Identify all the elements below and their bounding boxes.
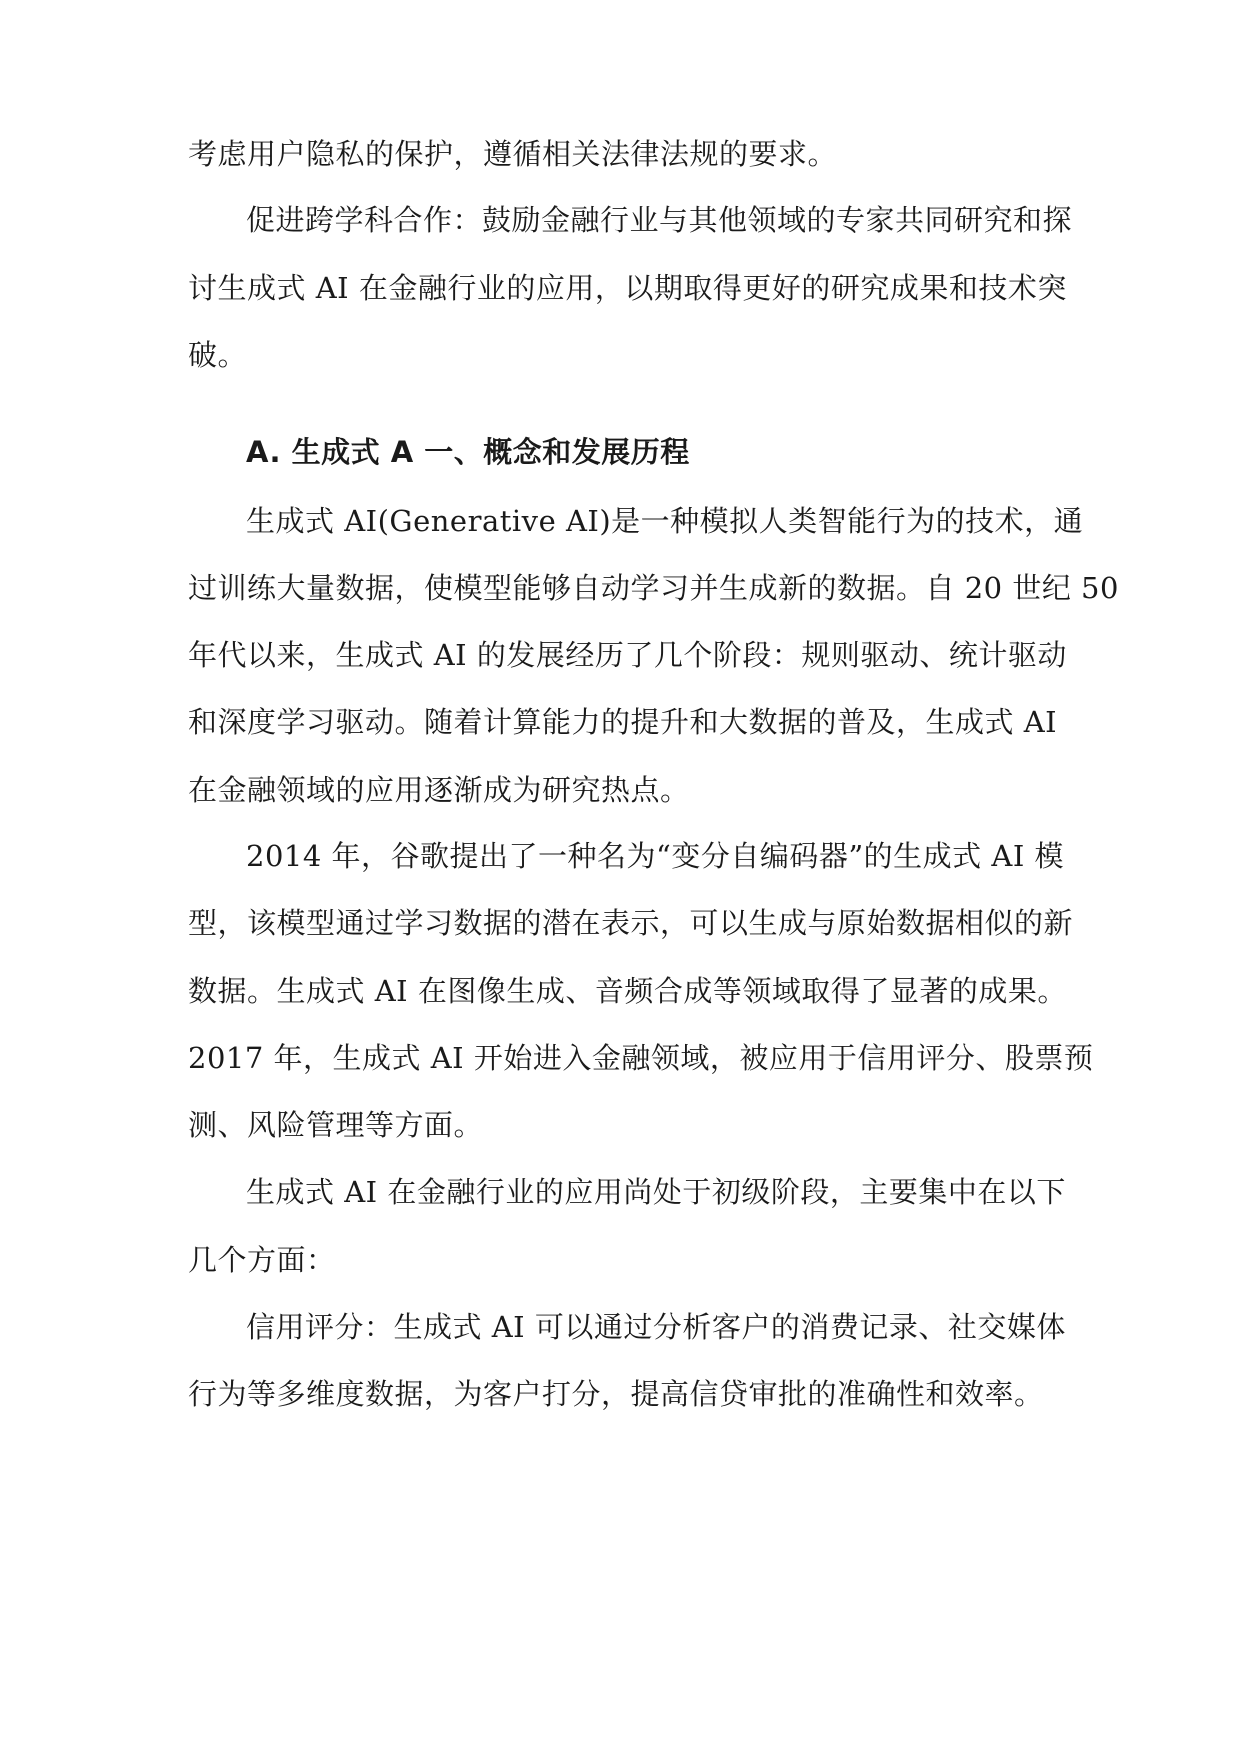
paragraph-line: 型，该模型通过学习数据的潜在表示，可以生成与原始数据相似的新 (188, 906, 1074, 940)
paragraph-line: 几个方面： (188, 1243, 336, 1277)
paragraph-line: 数据。生成式 AI 在图像生成、音频合成等领域取得了显著的成果。 (188, 974, 1067, 1008)
paragraph-line: 测、风险管理等方面。 (188, 1108, 484, 1142)
paragraph-line: 生成式 AI 在金融行业的应用尚处于初级阶段，主要集中在以下 (246, 1175, 1066, 1209)
paragraph-line: 2014 年，谷歌提出了一种名为“变分自编码器”的生成式 AI 模 (246, 839, 1065, 873)
paragraph-line: 行为等多维度数据，为客户打分，提高信贷审批的准确性和效率。 (188, 1377, 1044, 1411)
paragraph-line: 促进跨学科合作：鼓励金融行业与其他领域的专家共同研究和探 (246, 203, 1073, 237)
paragraph-line: 破。 (188, 338, 248, 372)
section-heading: A. 生成式 A 一、概念和发展历程 (246, 435, 690, 469)
paragraph-line: 和深度学习驱动。随着计算能力的提升和大数据的普及，生成式 AI (188, 705, 1058, 739)
paragraph-line: 生成式 AI(Generative AI)是一种模拟人类智能行为的技术，通 (246, 504, 1084, 538)
paragraph-line: 信用评分：生成式 AI 可以通过分析客户的消费记录、社交媒体 (246, 1310, 1066, 1344)
paragraph-line: 在金融领域的应用逐渐成为研究热点。 (188, 773, 690, 807)
paragraph-line: 过训练大量数据，使模型能够自动学习并生成新的数据。自 20 世纪 50 (188, 571, 1119, 605)
paragraph-line: 2017 年，生成式 AI 开始进入金融领域，被应用于信用评分、股票预 (188, 1041, 1094, 1075)
paragraph-line: 讨生成式 AI 在金融行业的应用，以期取得更好的研究成果和技术突 (188, 271, 1067, 305)
paragraph-line: 年代以来，生成式 AI 的发展经历了几个阶段：规则驱动、统计驱动 (188, 638, 1067, 672)
paragraph-line: 考虑用户隐私的保护，遵循相关法律法规的要求。 (188, 137, 838, 171)
